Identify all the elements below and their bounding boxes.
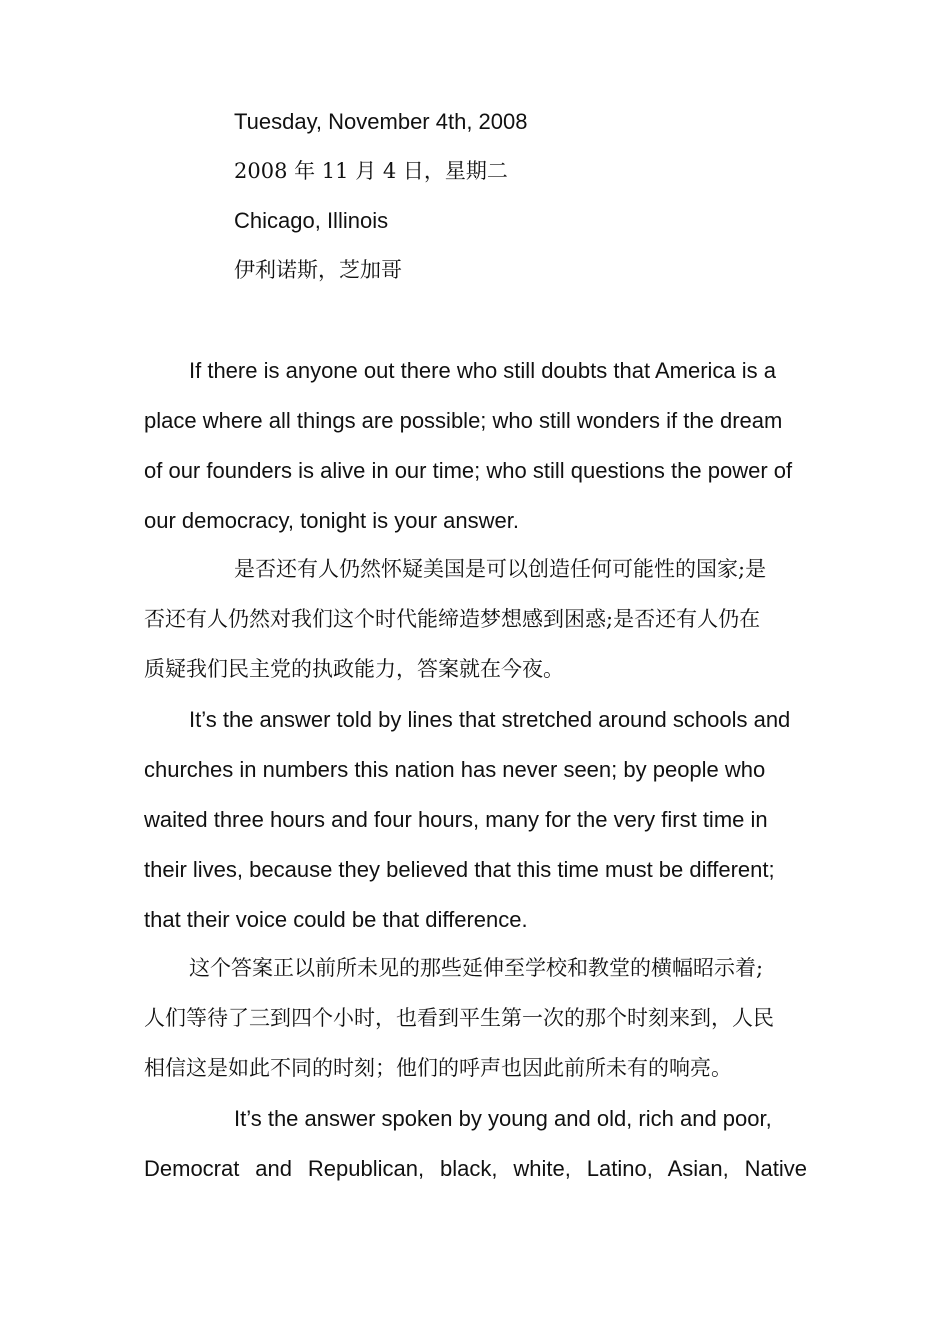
para1-line1: If there is anyone out there who still doubts that America is a (189, 358, 776, 383)
para3-line2: churches in numbers this nation has never seen; by people who (144, 757, 766, 782)
para3-line4: their lives, because they believed that this time must be different; (144, 857, 775, 882)
para1-line2: place where all things are possible; who still wonders if the dream (144, 408, 783, 433)
para3-line1: It’s the answer told by lines that stretched around schools and (189, 707, 791, 732)
para2-line1: 是否还有人仍然怀疑美国是可以创造任何可能性的国家;是 (234, 557, 767, 581)
para5-line1: It’s the answer spoken by young and old, rich and poor, (234, 1106, 772, 1131)
header-date-en: Tuesday, November 4th, 2008 (234, 109, 528, 134)
header-place-en: Chicago, Illinois (234, 208, 389, 233)
para1-line4: our democracy, tonight is your answer. (144, 508, 519, 533)
para4-line2: 人们等待了三到四个小时，也看到平生第一次的那个时刻来到，人民 (144, 1006, 774, 1030)
para1-line3: of our founders is alive in our time; who still questions the power of (144, 458, 793, 483)
para2-line2: 否还有人仍然对我们这个时代能缔造梦想感到困惑;是否还有人仍在 (144, 607, 761, 631)
para2-line3: 质疑我们民主党的执政能力，答案就在今夜。 (144, 657, 564, 681)
para4-line3: 相信这是如此不同的时刻；他们的呼声也因此前所未有的响亮。 (144, 1056, 732, 1080)
para4-line1: 这个答案正以前所未见的那些延伸至学校和教堂的横幅昭示着; (189, 956, 764, 980)
para3-line3: waited three hours and four hours, many for the very first time in (144, 807, 768, 832)
header-date-zh: 2008 年 11 月 4 日，星期二 (234, 159, 508, 183)
para5-line2: Democrat and Republican, black, white, Latino, Asian, Native (144, 1156, 807, 1181)
para3-line5: that their voice could be that difference. (144, 907, 528, 932)
header-place-zh: 伊利诺斯，芝加哥 (234, 258, 402, 282)
